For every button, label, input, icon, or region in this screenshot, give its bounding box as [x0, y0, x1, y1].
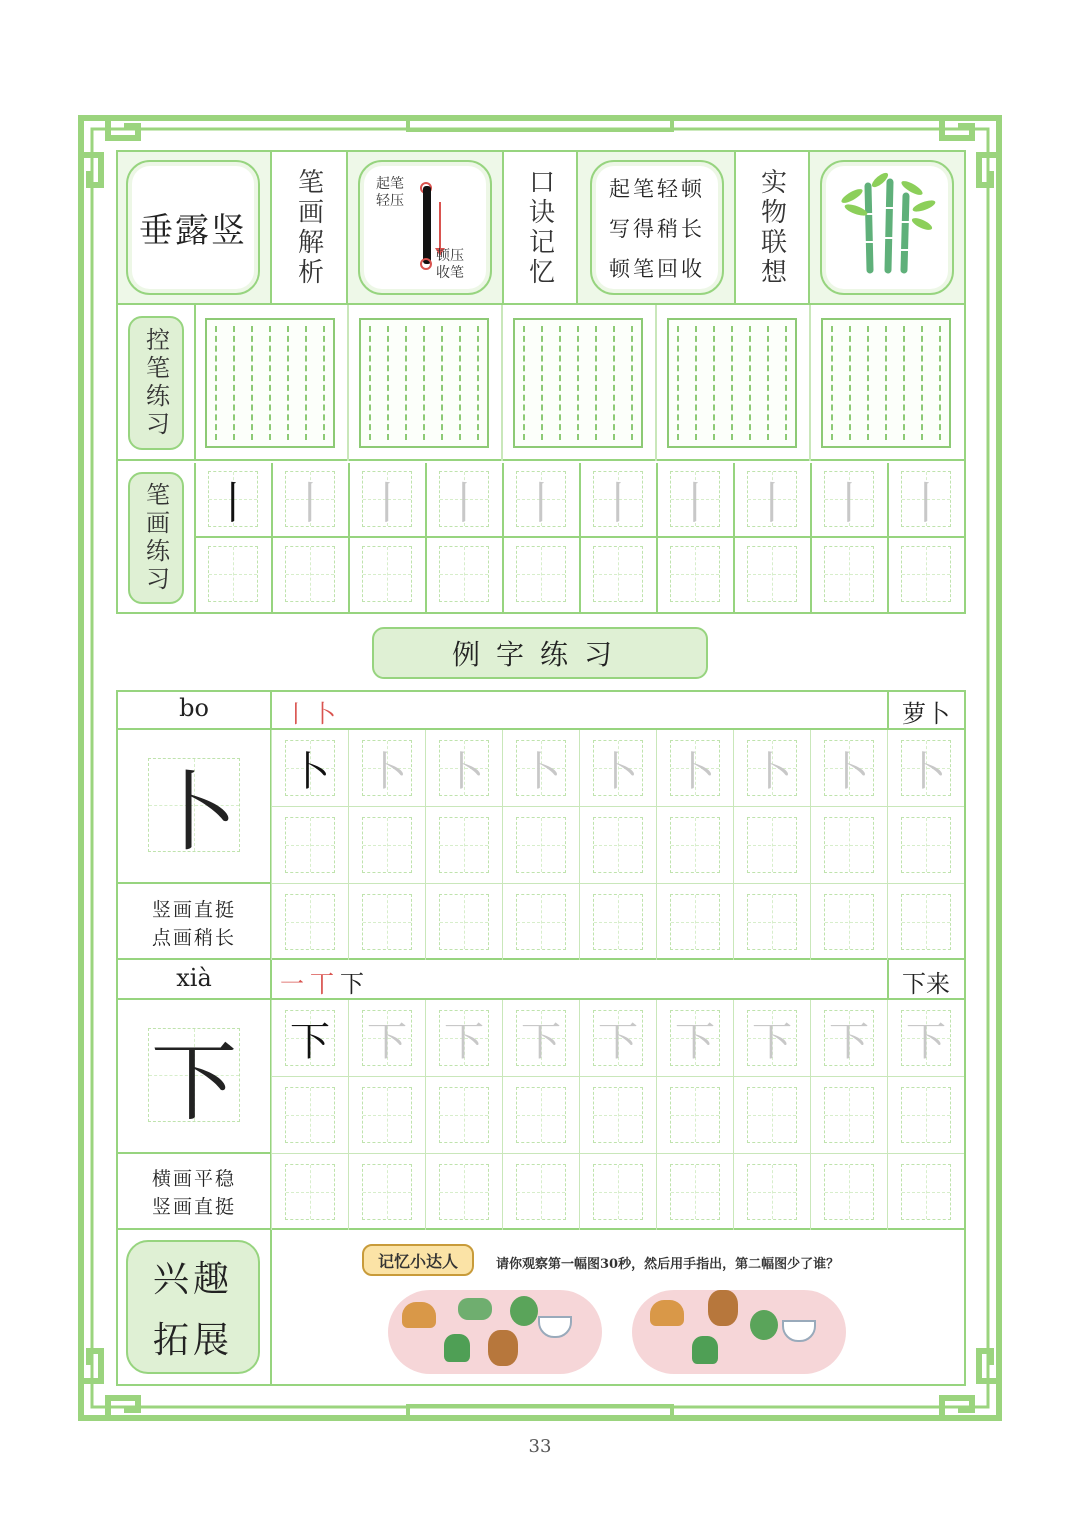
practice-cell[interactable] [425, 1077, 502, 1154]
stroke-order-2c: 下 [340, 970, 364, 998]
writing-box[interactable] [285, 1164, 335, 1220]
writing-box[interactable] [362, 546, 412, 602]
practice-cell[interactable] [502, 1077, 579, 1154]
analysis-title: 笔画解析 [293, 167, 324, 288]
writing-box[interactable] [593, 1087, 643, 1143]
tracing-line [695, 326, 701, 440]
practice-cell[interactable] [810, 884, 887, 961]
writing-box[interactable] [593, 740, 643, 796]
practice-cell[interactable] [271, 807, 348, 884]
writing-box[interactable] [439, 1087, 489, 1143]
trace-stroke: 丨 [596, 478, 640, 529]
practice-cell[interactable] [733, 1000, 810, 1077]
memory-picture-2 [632, 1290, 846, 1374]
tracing-line [305, 326, 311, 440]
practice-cell[interactable] [579, 730, 656, 807]
writing-box[interactable] [285, 1010, 335, 1066]
practice-cell[interactable] [348, 1077, 425, 1154]
trace-glyph: 卜 [444, 748, 484, 795]
grid-cell[interactable] [887, 463, 964, 538]
writing-box[interactable] [439, 1164, 489, 1220]
tracing-line [541, 326, 547, 440]
writing-box[interactable] [824, 740, 874, 796]
grid-cell[interactable] [656, 463, 733, 538]
model-character: 下 [151, 1033, 237, 1133]
practice-cell[interactable] [810, 1000, 887, 1077]
practice-cell[interactable] [502, 807, 579, 884]
trace-glyph: 下 [906, 1018, 946, 1065]
trace-glyph: 下 [598, 1018, 638, 1065]
writing-box[interactable] [901, 1010, 951, 1066]
practice-cell[interactable] [733, 884, 810, 961]
trace-glyph: 下 [675, 1018, 715, 1065]
practice-cell[interactable] [887, 807, 964, 884]
trace-stroke: 丨 [365, 478, 409, 529]
writing-box[interactable] [670, 1164, 720, 1220]
writing-box[interactable] [670, 740, 720, 796]
practice-cell[interactable] [887, 730, 964, 807]
bamboo-icon [822, 162, 952, 292]
practice-cell[interactable] [579, 807, 656, 884]
tracing-line [423, 326, 429, 440]
tracing-line [867, 326, 873, 440]
control-practice-box[interactable] [205, 318, 335, 448]
practice-cell[interactable] [810, 730, 887, 807]
interest-title-card [126, 1240, 260, 1374]
mnemonic-title-cell [502, 152, 578, 303]
example-title: 例字练习 [451, 638, 628, 671]
bear-icon [708, 1290, 738, 1326]
practice-cell[interactable] [887, 1154, 964, 1231]
writing-box[interactable] [670, 1010, 720, 1066]
grid-cell[interactable] [733, 463, 810, 538]
direction-arrow-icon [439, 202, 441, 252]
writing-box[interactable] [362, 894, 412, 950]
writing-box[interactable] [285, 546, 335, 602]
end-label: 顿压收笔 [436, 248, 464, 281]
tip-1a: 竖画直挺 [151, 899, 236, 921]
practice-cell[interactable] [810, 1154, 887, 1231]
divider [194, 305, 196, 461]
trace-glyph: 下 [752, 1018, 792, 1065]
writing-box[interactable] [439, 817, 489, 873]
writing-box[interactable] [824, 546, 874, 602]
stroke-order-1b: 卜 [312, 700, 336, 728]
association-title: 实物联想 [756, 167, 787, 288]
writing-box[interactable] [747, 546, 797, 602]
trace-glyph: 下 [367, 1018, 407, 1065]
grid-cell[interactable] [194, 463, 271, 538]
control-practice-label-box [128, 316, 184, 450]
practice-cell[interactable] [733, 807, 810, 884]
control-practice-box[interactable] [821, 318, 951, 448]
trace-glyph: 下 [521, 1018, 561, 1065]
tracing-line [523, 326, 529, 440]
tracing-line [731, 326, 737, 440]
grid-cell[interactable] [810, 538, 887, 613]
writing-box[interactable] [670, 894, 720, 950]
grid-cell[interactable] [348, 538, 425, 613]
writing-box[interactable] [516, 894, 566, 950]
control-practice-label: 控笔练习 [141, 327, 170, 439]
grid-cell[interactable] [502, 463, 579, 538]
tracing-line [677, 326, 683, 440]
tracing-line [767, 326, 773, 440]
practice-cell[interactable] [656, 884, 733, 961]
tip-1b: 点画稍长 [151, 927, 236, 949]
association-title-cell [734, 152, 810, 303]
trace-glyph: 卜 [675, 748, 715, 795]
tracing-line [559, 326, 565, 440]
practice-cell[interactable] [887, 1000, 964, 1077]
analysis-title-cell [270, 152, 348, 303]
writing-box[interactable] [516, 1164, 566, 1220]
divider [655, 305, 657, 461]
divider [116, 1152, 272, 1154]
writing-box[interactable] [670, 471, 720, 527]
word-2: 下来 [902, 970, 950, 998]
practice-cell[interactable] [502, 1000, 579, 1077]
practice-cell[interactable] [733, 730, 810, 807]
tracing-line [287, 326, 293, 440]
practice-cell[interactable] [425, 1154, 502, 1231]
coconut-icon [458, 1298, 492, 1320]
practice-cell[interactable] [425, 1000, 502, 1077]
writing-box[interactable] [824, 817, 874, 873]
stroke-name-card [126, 160, 260, 295]
practice-cell[interactable] [348, 1000, 425, 1077]
trace-glyph: 卜 [367, 748, 407, 795]
writing-box[interactable] [439, 1010, 489, 1066]
mnemonic-line-2: 写得稍长 [609, 216, 705, 241]
stroke-name: 垂露竖 [139, 211, 247, 251]
practice-cell[interactable] [579, 884, 656, 961]
tracing-line [459, 326, 465, 440]
stroke-order-2b: 丅 [310, 970, 334, 998]
practice-cell[interactable] [425, 730, 502, 807]
trace-glyph: 卜 [829, 748, 869, 795]
trace-stroke: 丨 [904, 478, 948, 529]
practice-cell[interactable] [425, 807, 502, 884]
tip-2a: 横画平稳 [151, 1168, 236, 1190]
grid-cell[interactable] [887, 538, 964, 613]
cabbage-icon [692, 1336, 718, 1364]
start-label: 起笔轻压 [376, 176, 404, 209]
trace-stroke: 丨 [827, 478, 871, 529]
tracing-line [849, 326, 855, 440]
practice-cell[interactable] [502, 884, 579, 961]
writing-box[interactable] [901, 1087, 951, 1143]
grid-cell[interactable] [194, 538, 271, 613]
mnemonic-card [590, 160, 724, 295]
broccoli-icon [750, 1310, 778, 1340]
model-glyph: 卜 [290, 748, 330, 795]
divider [347, 305, 349, 461]
tracing-line [577, 326, 583, 440]
practice-cell[interactable] [271, 1154, 348, 1231]
writing-box[interactable] [362, 471, 412, 527]
tracing-line [477, 326, 483, 440]
writing-box[interactable] [208, 546, 258, 602]
writing-box[interactable] [362, 1087, 412, 1143]
pinyin-2: xià [176, 964, 212, 992]
trace-stroke: 丨 [442, 478, 486, 529]
tracing-line [595, 326, 601, 440]
tracing-line [903, 326, 909, 440]
writing-box[interactable] [362, 740, 412, 796]
writing-box[interactable] [516, 471, 566, 527]
stroke-practice-label-box [128, 472, 184, 604]
cabbage-icon [444, 1334, 470, 1362]
trace-stroke: 丨 [673, 478, 717, 529]
writing-box[interactable] [516, 1010, 566, 1066]
rice-bowl-icon [538, 1316, 572, 1338]
page-number: 33 [528, 1436, 552, 1457]
mnemonic-line-1: 起笔轻顿 [609, 176, 705, 201]
writing-box[interactable] [747, 1087, 797, 1143]
writing-box[interactable] [824, 1087, 874, 1143]
writing-box[interactable] [516, 1087, 566, 1143]
vertical-stroke-icon [423, 186, 431, 264]
tracing-line [613, 326, 619, 440]
grid-cell[interactable] [425, 538, 502, 613]
tracing-line [831, 326, 837, 440]
model-stroke: 丨 [211, 478, 255, 529]
writing-box[interactable] [747, 817, 797, 873]
tracing-line [713, 326, 719, 440]
practice-cell[interactable] [733, 1077, 810, 1154]
divider [270, 1230, 272, 1386]
writing-box[interactable] [901, 1164, 951, 1220]
memory-picture-1 [388, 1290, 602, 1374]
trace-stroke: 丨 [750, 478, 794, 529]
writing-box[interactable] [439, 471, 489, 527]
writing-box[interactable] [824, 894, 874, 950]
writing-box[interactable] [593, 894, 643, 950]
tracing-line [323, 326, 329, 440]
practice-cell[interactable] [425, 884, 502, 961]
practice-cell[interactable] [348, 884, 425, 961]
stroke-analysis-card [358, 160, 492, 295]
trace-glyph: 卜 [521, 748, 561, 795]
bear-icon [488, 1330, 518, 1366]
practice-cell[interactable] [579, 1077, 656, 1154]
interest-instruction: 请你观察第一幅图30秒，然后用手指出，第二幅图少了谁？ [496, 1257, 840, 1272]
practice-cell[interactable] [271, 730, 348, 807]
practice-cell[interactable] [348, 807, 425, 884]
tracing-line [885, 326, 891, 440]
grid-cell[interactable] [579, 538, 656, 613]
tracing-line [405, 326, 411, 440]
grid-cell[interactable] [271, 538, 348, 613]
tracing-line [387, 326, 393, 440]
writing-box[interactable] [208, 471, 258, 527]
tracing-line [251, 326, 257, 440]
divider [501, 305, 503, 461]
stroke-order-2a: 一 [280, 970, 304, 998]
practice-cell[interactable] [656, 807, 733, 884]
practice-cell[interactable] [656, 1154, 733, 1231]
practice-cell[interactable] [579, 1000, 656, 1077]
grid-cell[interactable] [579, 463, 656, 538]
writing-box[interactable] [593, 471, 643, 527]
grid-cell[interactable] [810, 463, 887, 538]
writing-box[interactable] [747, 1164, 797, 1220]
grid-cell[interactable] [656, 538, 733, 613]
model-character-box [148, 758, 240, 863]
writing-box[interactable] [285, 1087, 335, 1143]
memory-badge [362, 1244, 474, 1276]
writing-box[interactable] [824, 471, 874, 527]
writing-box[interactable] [670, 1087, 720, 1143]
tracing-line [939, 326, 945, 440]
mnemonic-title: 口诀记忆 [524, 167, 555, 288]
practice-cell[interactable] [579, 1154, 656, 1231]
practice-cell[interactable] [656, 1000, 733, 1077]
trace-glyph: 下 [829, 1018, 869, 1065]
model-glyph: 下 [290, 1018, 330, 1065]
writing-box[interactable] [670, 817, 720, 873]
grid-cell[interactable] [271, 463, 348, 538]
writing-box[interactable] [901, 817, 951, 873]
practice-cell[interactable] [271, 1000, 348, 1077]
tracing-line [269, 326, 275, 440]
grid-cell[interactable] [502, 538, 579, 613]
tip-2b: 竖画直挺 [151, 1196, 236, 1218]
writing-box[interactable] [439, 740, 489, 796]
writing-box[interactable] [670, 546, 720, 602]
writing-box[interactable] [439, 546, 489, 602]
practice-cell[interactable] [271, 884, 348, 961]
model-character-box [148, 1028, 240, 1133]
stroke-order-1a: 丨 [284, 700, 316, 728]
writing-box[interactable] [747, 471, 797, 527]
writing-box[interactable] [285, 740, 335, 796]
stroke-practice-label: 笔画练习 [141, 482, 170, 594]
writing-box[interactable] [901, 546, 951, 602]
writing-box[interactable] [593, 817, 643, 873]
burger-icon [650, 1300, 684, 1326]
rice-bowl-icon [782, 1320, 816, 1342]
trace-glyph: 卜 [598, 748, 638, 795]
practice-cell[interactable] [656, 1077, 733, 1154]
writing-box[interactable] [285, 817, 335, 873]
writing-box[interactable] [516, 546, 566, 602]
writing-box[interactable] [901, 894, 951, 950]
grid-cell[interactable] [425, 463, 502, 538]
writing-box[interactable] [901, 471, 951, 527]
grid-cell[interactable] [348, 463, 425, 538]
tracing-line [785, 326, 791, 440]
practice-cell[interactable] [271, 1077, 348, 1154]
memory-badge-text: 记忆小达人 [377, 1251, 458, 1271]
writing-box[interactable] [593, 1010, 643, 1066]
practice-cell[interactable] [656, 730, 733, 807]
writing-box[interactable] [362, 817, 412, 873]
tracing-line [631, 326, 637, 440]
writing-box[interactable] [747, 894, 797, 950]
interest-title-1: 兴趣 [152, 1259, 233, 1300]
writing-box[interactable] [747, 740, 797, 796]
control-practice-box[interactable] [667, 318, 797, 448]
tracing-line [233, 326, 239, 440]
writing-box[interactable] [901, 740, 951, 796]
practice-cell[interactable] [887, 1077, 964, 1154]
broccoli-icon [510, 1296, 538, 1326]
tracing-line [441, 326, 447, 440]
writing-box[interactable] [516, 817, 566, 873]
tracing-line [369, 326, 375, 440]
writing-box[interactable] [362, 1164, 412, 1220]
trace-stroke: 丨 [519, 478, 563, 529]
mnemonic-line-3: 顿笔回收 [609, 256, 705, 281]
writing-box[interactable] [439, 894, 489, 950]
writing-box[interactable] [593, 1164, 643, 1220]
writing-box[interactable] [362, 1010, 412, 1066]
tracing-line [749, 326, 755, 440]
writing-box[interactable] [824, 1164, 874, 1220]
writing-box[interactable] [285, 894, 335, 950]
trace-glyph: 下 [444, 1018, 484, 1065]
practice-cell[interactable] [733, 1154, 810, 1231]
divider [809, 305, 811, 461]
model-character: 卜 [151, 763, 237, 863]
writing-box[interactable] [516, 740, 566, 796]
interest-title-2: 拓展 [152, 1320, 233, 1361]
example-title-box [372, 627, 708, 679]
word-1: 萝卜 [902, 700, 950, 728]
end-point-icon [420, 258, 432, 270]
practice-cell[interactable] [810, 807, 887, 884]
grid-cell[interactable] [733, 538, 810, 613]
writing-box[interactable] [747, 1010, 797, 1066]
practice-cell[interactable] [502, 1154, 579, 1231]
pinyin-1: bo [179, 694, 209, 722]
trace-stroke: 丨 [288, 478, 332, 529]
trace-glyph: 卜 [906, 748, 946, 795]
practice-cell[interactable] [810, 1077, 887, 1154]
divider [116, 882, 272, 884]
control-practice-box[interactable] [359, 318, 489, 448]
tracing-line [215, 326, 221, 440]
control-practice-box[interactable] [513, 318, 643, 448]
writing-box[interactable] [593, 546, 643, 602]
association-card [820, 160, 954, 295]
practice-cell[interactable] [348, 730, 425, 807]
writing-box[interactable] [824, 1010, 874, 1066]
burger-icon [402, 1302, 436, 1328]
trace-glyph: 卜 [752, 748, 792, 795]
writing-box[interactable] [285, 471, 335, 527]
practice-cell[interactable] [502, 730, 579, 807]
practice-cell[interactable] [887, 884, 964, 961]
practice-cell[interactable] [348, 1154, 425, 1231]
tracing-line [921, 326, 927, 440]
